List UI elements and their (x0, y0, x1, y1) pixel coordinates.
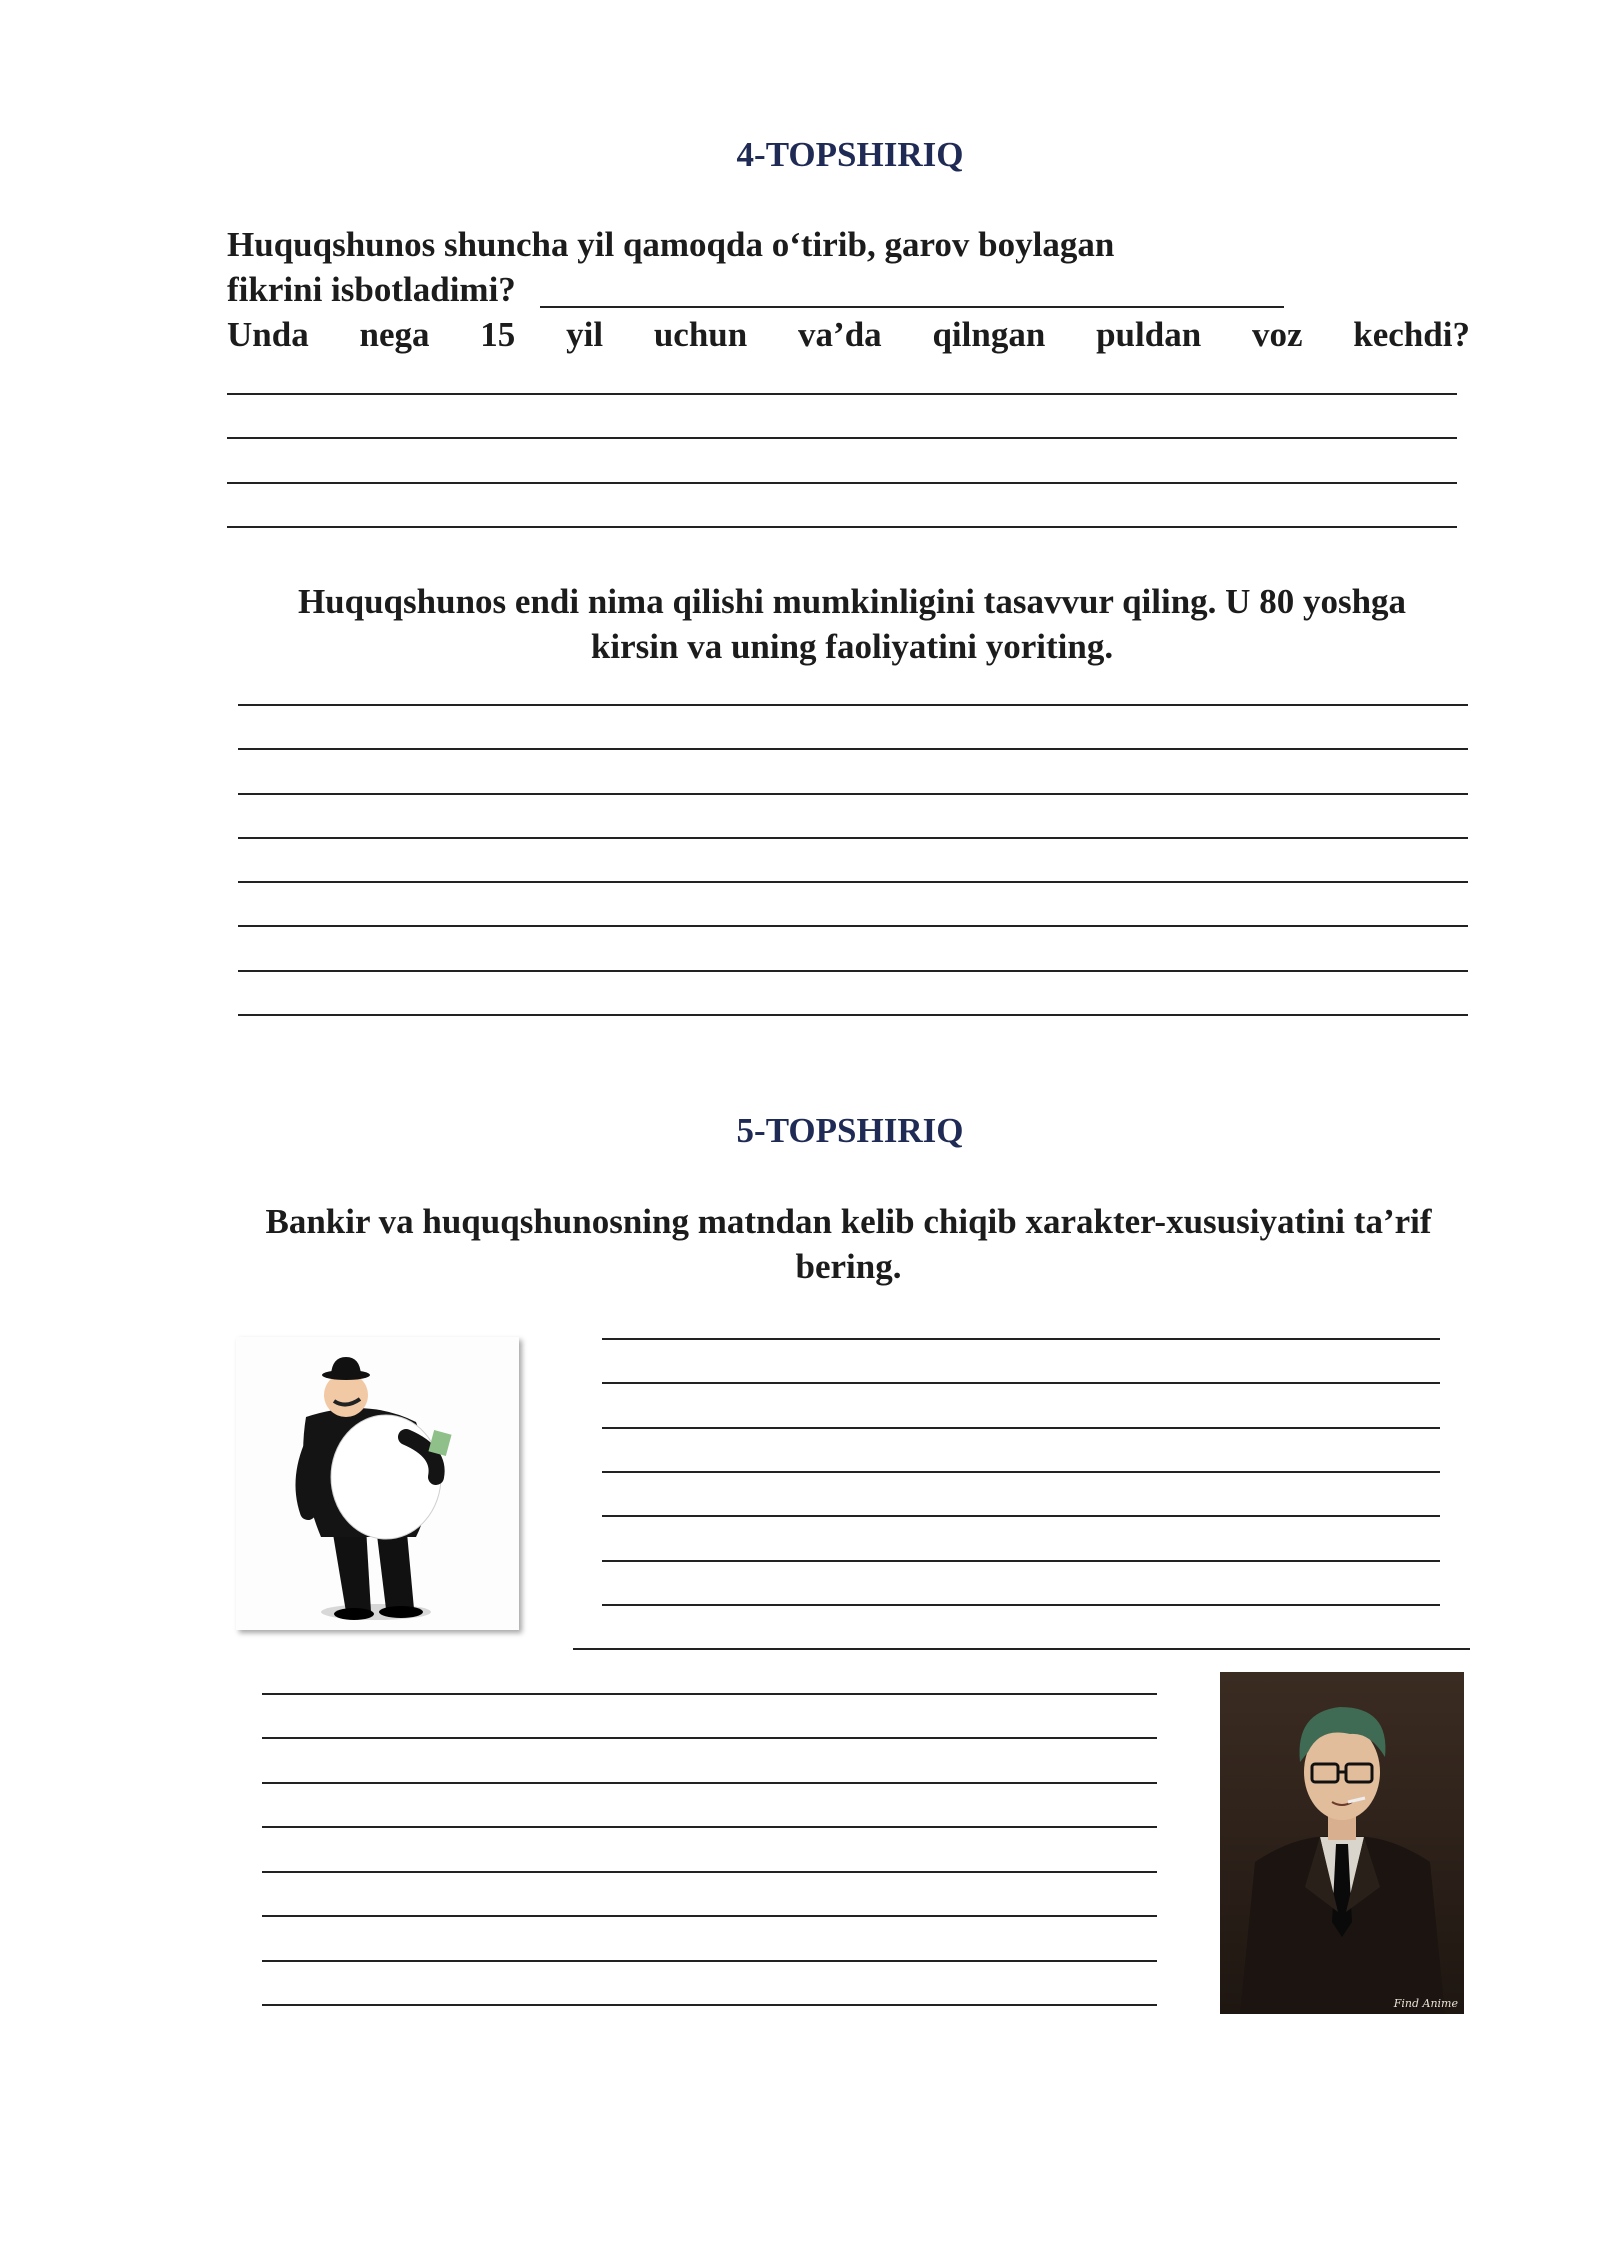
answer-line[interactable] (227, 482, 1457, 484)
task4-question-3-line-1: Huquqshunos endi nima qilishi mumkinligini tasavvur qiling. U 80 yoshga (297, 582, 1407, 621)
answer-line[interactable] (540, 306, 1284, 308)
task4-question-3-line-2: kirsin va uning faoliyatini yoriting. (590, 627, 1114, 666)
answer-line[interactable] (227, 526, 1457, 528)
answer-line[interactable] (238, 970, 1468, 972)
answer-line[interactable] (238, 1014, 1468, 1016)
banker-image (236, 1337, 519, 1630)
banker-illustration (236, 1337, 519, 1630)
answer-line[interactable] (262, 1826, 1157, 1828)
answer-line[interactable] (602, 1515, 1440, 1517)
task5-prompt-line-1: Bankir va huquqshunosning matndan kelib chiqib xarakter-xususiyatini ta’rif (265, 1202, 1432, 1241)
answer-line[interactable] (602, 1560, 1440, 1562)
answer-line[interactable] (238, 881, 1468, 883)
answer-line[interactable] (262, 1693, 1157, 1695)
answer-line[interactable] (262, 1960, 1157, 1962)
answer-line[interactable] (238, 925, 1468, 927)
answer-line[interactable] (602, 1382, 1440, 1384)
task4-heading: 4-TOPSHIRIQ (736, 135, 964, 174)
lawyer-image-watermark: Find Anime (1393, 1997, 1458, 2010)
task5-heading: 5-TOPSHIRIQ (736, 1111, 964, 1150)
answer-line[interactable] (238, 837, 1468, 839)
answer-line[interactable] (227, 393, 1457, 395)
task4-question-1-line-2: fikrini isbotladimi? (227, 270, 516, 309)
answer-line[interactable] (573, 1648, 1470, 1650)
answer-line[interactable] (238, 704, 1468, 706)
answer-line[interactable] (602, 1471, 1440, 1473)
answer-line[interactable] (262, 2004, 1157, 2006)
lawyer-image (1220, 1672, 1464, 2014)
answer-line[interactable] (238, 793, 1468, 795)
task4-question-1-line-1: Huquqshunos shuncha yil qamoqda o‘tirib, garov boylagan (227, 225, 1115, 264)
task4-question-2: Unda nega 15 yil uchun va’da qilngan puldan voz kechdi? (227, 315, 1470, 354)
answer-line[interactable] (227, 437, 1457, 439)
answer-line[interactable] (602, 1427, 1440, 1429)
answer-line[interactable] (262, 1871, 1157, 1873)
answer-line[interactable] (238, 748, 1468, 750)
answer-line[interactable] (262, 1737, 1157, 1739)
lawyer-illustration (1220, 1672, 1464, 2014)
answer-line[interactable] (262, 1782, 1157, 1784)
answer-line[interactable] (262, 1915, 1157, 1917)
task5-prompt-line-2: bering. (795, 1247, 902, 1286)
answer-line[interactable] (602, 1338, 1440, 1340)
answer-line[interactable] (602, 1604, 1440, 1606)
